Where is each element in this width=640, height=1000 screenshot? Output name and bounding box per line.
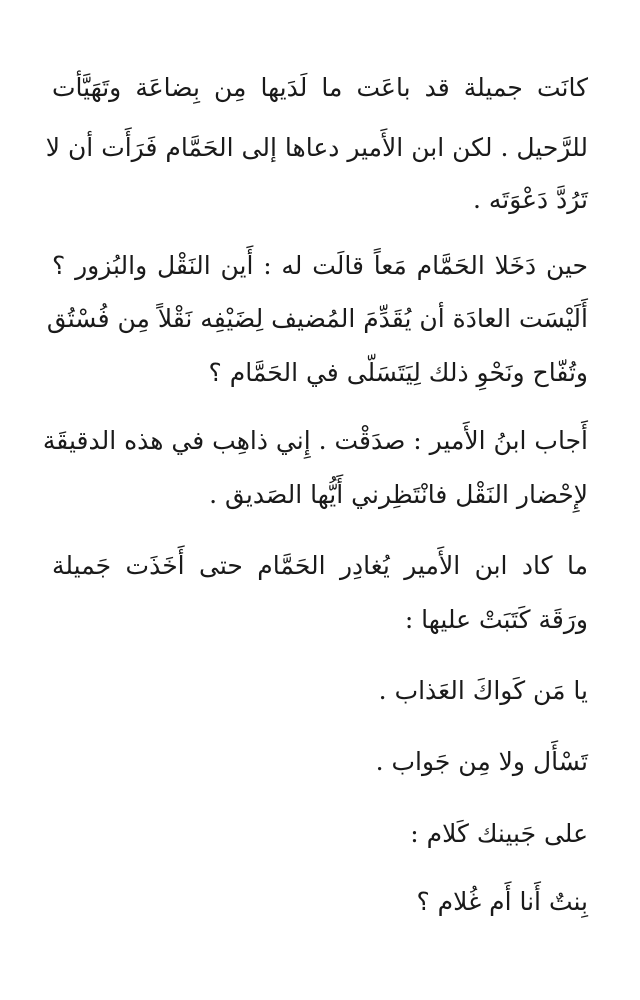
verse-line: على جَبينك كَلام : [410, 819, 588, 848]
paragraph-line: ما كاد ابن الأَمير يُغادِر الحَمَّام حتى أَخَذَت جَميلة [52, 551, 588, 580]
verse-line: يا مَن كَواكَ العَذاب . [378, 676, 588, 705]
paragraph-line: أَجاب ابنُ الأَمير : صدَقْت . إِني ذاهِب في هذه الدقيقَة [42, 426, 588, 455]
paragraph-line: كانَت جميلة قد باعَت ما لَدَيها مِن بِضاعَة وتَهَيَّأت [52, 73, 588, 102]
paragraph-line: ورَقَة كَتَبَتْ عليها : [404, 605, 588, 634]
paragraph-line: لإِحْضار النَقْل فانْتَظِرني أَيُّها الصَديق . [209, 480, 588, 509]
paragraph-line: وتُفّاح ونَحْوِ ذلك لِيَتَسَلّى في الحَمَّام ؟ [208, 358, 588, 387]
verse-line: بِنتٌ أَنا أَم غُلام ؟ [416, 887, 588, 916]
paragraph-line: للرَّحيل . لكن ابن الأَمير دعاها إلى الحَمَّام فَرَأَت أن لا [45, 133, 588, 162]
paragraph-line: حين دَخَلا الحَمَّام مَعاً قالَت له : أَين النَقْل والبُزور ؟ [52, 251, 588, 280]
paragraph-line: أَلَيْسَت العادَة أن يُقَدِّمَ المُضيف لِضَيْفِه نَقْلاً مِن فُسْتُق [46, 304, 588, 333]
paragraph-line: تَرُدَّ دَعْوَتَه . [472, 185, 588, 214]
verse-line: تَسْأَل ولا مِن جَواب . [375, 747, 588, 776]
